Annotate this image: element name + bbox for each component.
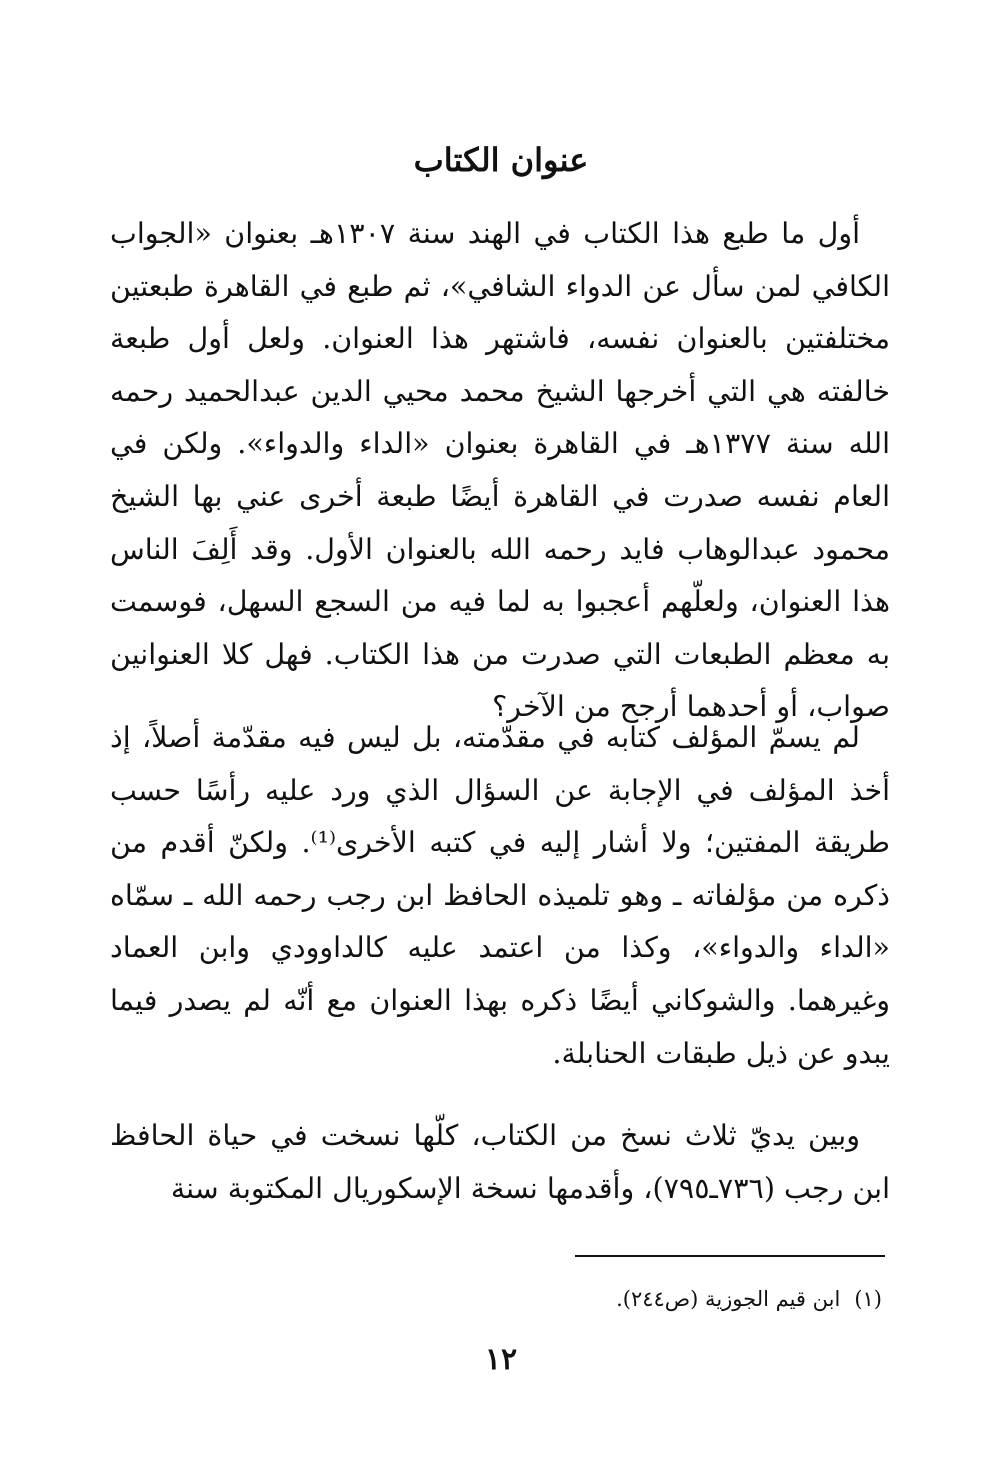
body-paragraph-3 [110, 1110, 890, 1215]
page-title: عنوان الكتاب [413, 141, 589, 179]
footnote-text: ابن قيم الجوزية (ص٢٤٤). [616, 1287, 841, 1311]
body-paragraph-2 [110, 712, 890, 1080]
paragraph-text: وبين يديّ ثلاث نسخ من الكتاب، كلّها نسخت في حياة الحافظ ابن رجب (٧٣٦ـ٧٩٥)، وأقدمها نسخة الإسكوريال المكتوبة سنة [110, 1119, 890, 1205]
body-paragraph-1 [110, 208, 890, 734]
footnote [616, 1284, 882, 1314]
footnote-divider [575, 1255, 885, 1257]
page-number: ١٢ [484, 1342, 518, 1377]
paragraph-text: أول ما طبع هذا الكتاب في الهند سنة ١٣٠٧هـ بعنوان «الجواب الكافي لمن سأل عن الدواء الشافي»، ثم طبع في القاهرة طبعتين مختلفتين بالعنوان نفسه، فاشتهر هذا العنوان. ولعل أول طبعة خالفته هي التي أخرجها الشيخ محمد محيي الدين عبدالحميد رحمه الله سنة ١٣٧٧هـ في القاهرة بعنوان «الداء والدواء». ولكن في العام نفسه صدرت في القاهرة أيضًا طبعة أخرى عني بها الشيخ محمود عبدالوهاب فايد رحمه الله بالعنوان الأول. وقد أَلِفَ الناس هذا العنوان، ولعلّهم أعجبوا به لما فيه من السجع السهل، فوسمت به معظم الطبعات التي صدرت من هذا الكتاب. فهل كلا العنوانين صواب، أو أحدهما أرجح من الآخر؟ [110, 217, 890, 724]
footnote-marker: (١) [854, 1287, 882, 1311]
paragraph-text: لم يسمّ المؤلف كتابه في مقدّمته، بل ليس فيه مقدّمة أصلاً، إذ أخذ المؤلف في الإجابة عن السؤال الذي ورد عليه رأسًا حسب طريقة المفتين؛ ولا أشار إليه في كتبه الأخرى⁽¹⁾. ولكنّ أقدم من ذكره من مؤلفاته ـ وهو تلميذه الحافظ ابن رجب رحمه الله ـ سمّاه «الداء والدواء»، وكذا من اعتمد عليه كالداوودي وابن العماد وغيرهما. والشوكاني أيضًا ذكره بهذا العنوان مع أنّه لم يصدر فيما يبدو عن ذيل طبقات الحنابلة. [110, 721, 890, 1070]
